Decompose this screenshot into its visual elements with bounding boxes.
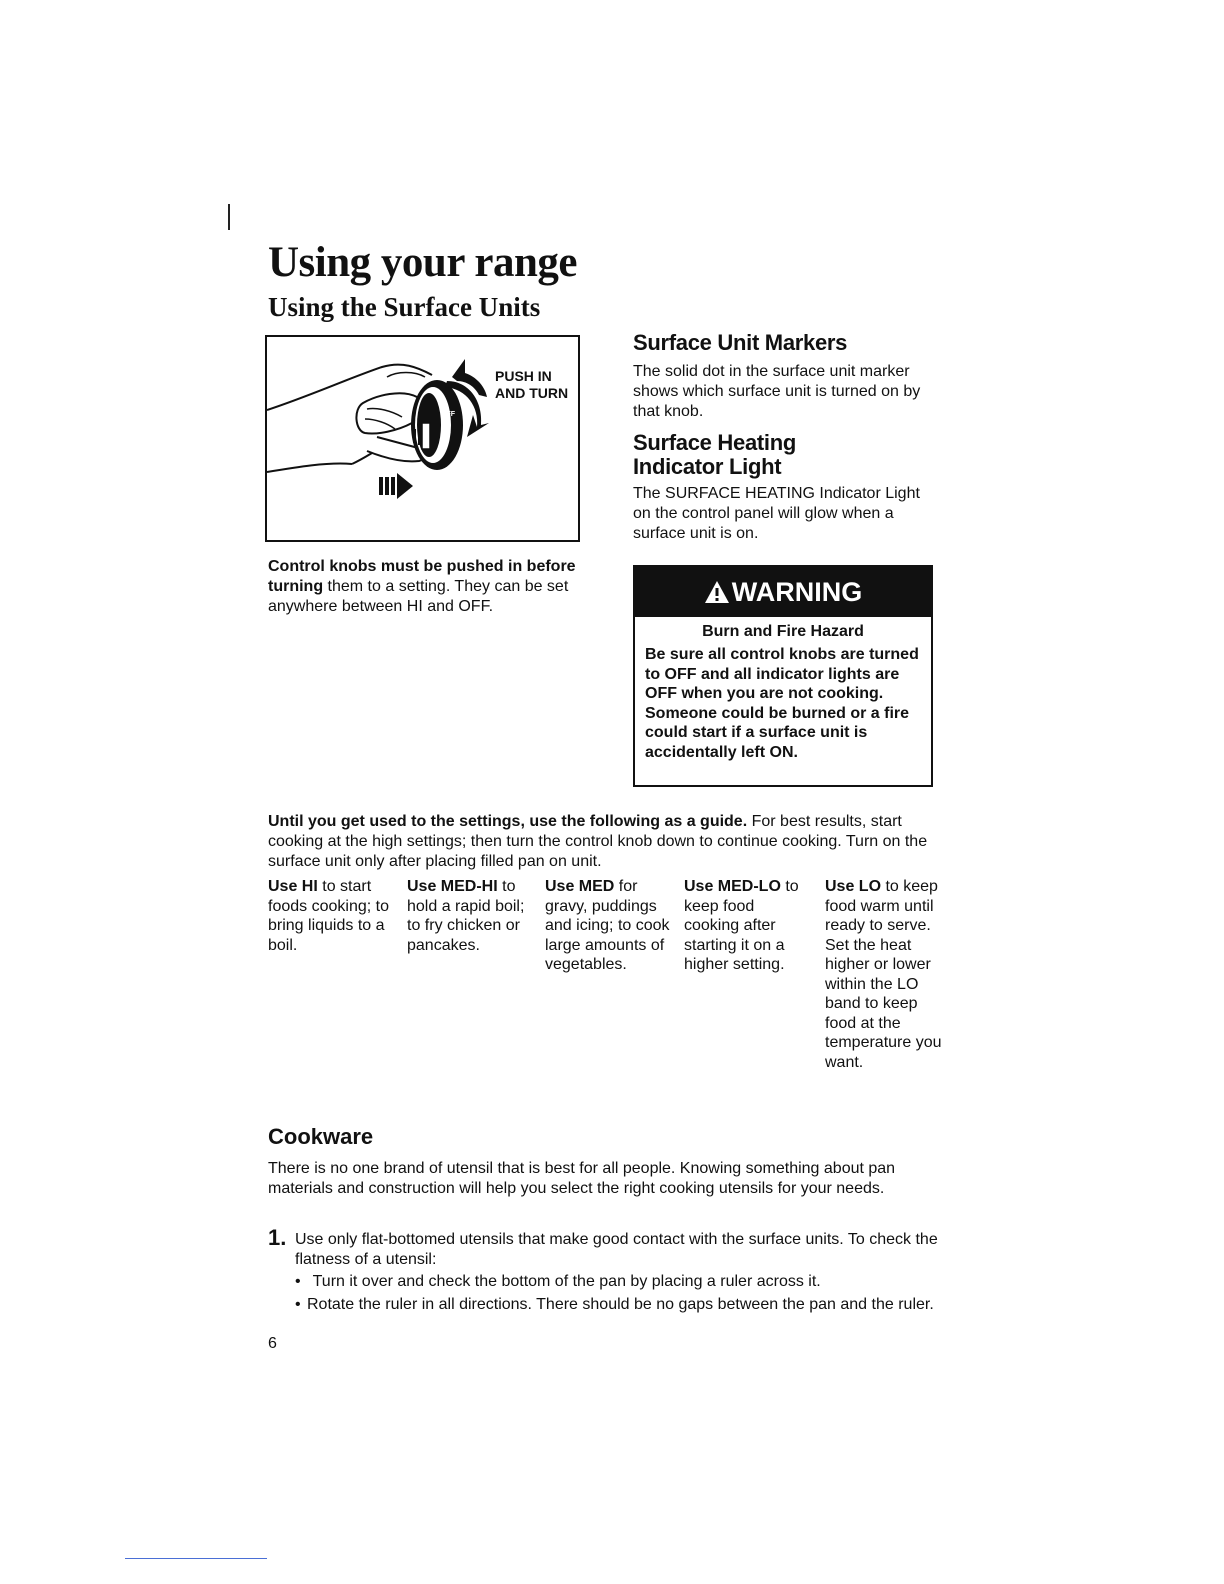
warning-title: Burn and Fire Hazard <box>702 623 864 640</box>
cookware-heading: Cookware <box>268 1124 374 1149</box>
warning-triangle-icon <box>704 580 730 604</box>
setting-med-lo: Use MED-LO to keep food cooking after starting it on a higher setting. <box>684 878 799 973</box>
warning-body: Be sure all control knobs are turned to OFF and all indicator lights are OFF when you are not cooking. Someone could be burned or a fire could start if a surface unit is accidentally left ON. <box>645 646 919 761</box>
knob-off-label: OFF <box>441 411 455 418</box>
warning-header: WARNING <box>635 567 931 617</box>
markers-heading: Surface Unit Markers <box>633 330 848 355</box>
page-title: Using your range <box>268 239 577 286</box>
indicator-text: The SURFACE HEATING Indicator Light on the control panel will glow when a surface unit is on. <box>633 485 920 542</box>
warning-box <box>633 565 933 787</box>
setting-lo: Use LO to keep food warm until ready to serve. Set the heat higher or lower within the LO band to keep food at the temperature you want. <box>825 878 942 1071</box>
item-1-text: Use only flat-bottomed utensils that make good contact with the surface units. To check the flatness of a utensil: <box>295 1231 938 1268</box>
bullet-icon: • <box>295 1273 301 1290</box>
margin-mark <box>228 204 230 230</box>
setting-med-hi: Use MED-HI to hold a rapid boil; to fry chicken or pancakes. <box>407 878 525 954</box>
page-number: 6 <box>268 1335 277 1352</box>
markers-text: The solid dot in the surface unit marker shows which surface unit is turned on by that knob. <box>633 363 921 420</box>
knob-illustration <box>265 335 580 542</box>
knob-caption: Control knobs must be pushed in before turning them to a setting. They can be set anywhere between HI and OFF. <box>268 558 576 615</box>
setting-med: Use MED for gravy, puddings and icing; to cook large amounts of vegetables. <box>545 878 670 973</box>
indicator-heading: Surface Heating Indicator Light <box>633 430 796 479</box>
cookware-intro: There is no one brand of utensil that is best for all people. Knowing something about pan materials and construction will help you select the right cooking utensils for your needs. <box>268 1160 896 1197</box>
settings-guide: Until you get used to the settings, use the following as a guide. For best results, start cooking at the high settings; then turn the control knob down to continue cooking. Turn on the surface unit only after placing filled pan on unit. <box>268 813 928 870</box>
bullet-item: • Rotate the ruler in all directions. There should be no gaps between the pan and the ruler. <box>295 1296 934 1313</box>
section-title: Using the Surface Units <box>268 292 541 322</box>
footer-rule <box>125 1558 267 1559</box>
bullet-item: • Turn it over and check the bottom of the pan by placing a ruler across it. <box>295 1273 821 1290</box>
bullet-icon: • <box>295 1296 301 1313</box>
push-turn-label: PUSH IN AND TURN <box>495 368 569 401</box>
item-number: 1. <box>268 1225 287 1250</box>
setting-hi: Use HI to start foods cooking; to bring liquids to a boil. <box>268 878 389 954</box>
